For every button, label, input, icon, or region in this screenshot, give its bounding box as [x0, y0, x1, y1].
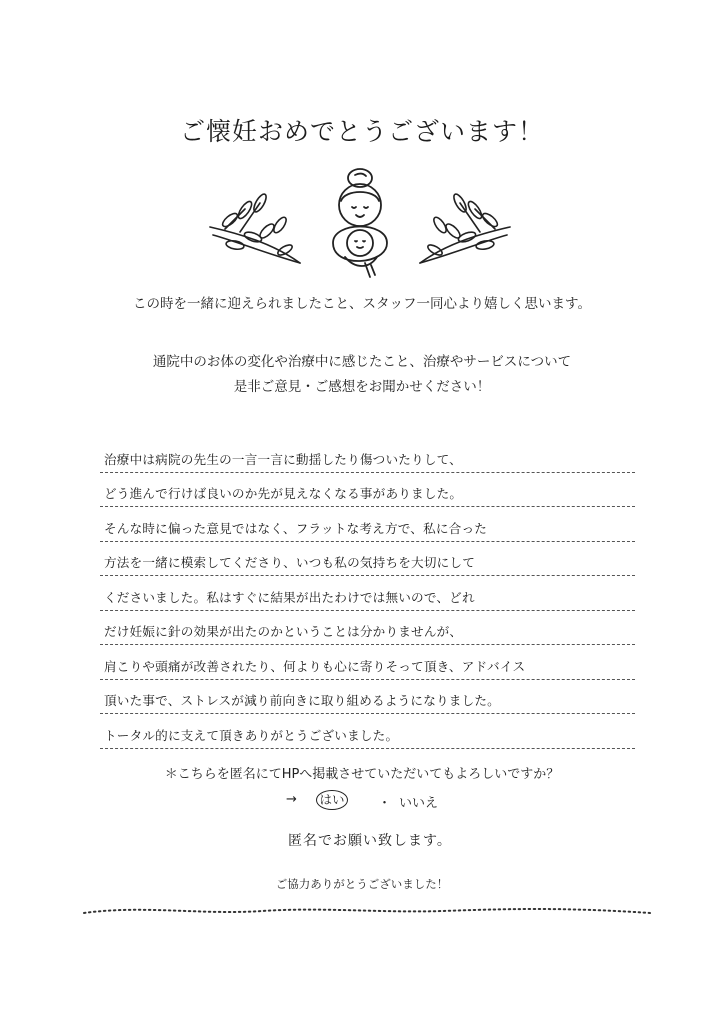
laurel-branch-right-icon	[420, 192, 510, 263]
mother-and-baby-icon	[333, 169, 387, 277]
comment-text: そんな時に偏った意見ではなく、フラットな考え方で、私に合った	[104, 520, 488, 536]
comment-line	[100, 576, 635, 611]
handwritten-note: 匿名でお願い致します。	[288, 833, 452, 849]
option-no[interactable]: いいえ	[399, 796, 439, 811]
comment-text: どう進んで行けば良いのか先が見えなくなる事がありました。	[104, 486, 463, 501]
comment-line	[100, 542, 635, 577]
invite-line: 是非ご意見・ご感想をお聞かせください！	[233, 379, 491, 395]
invite-line: 通院中のお体の変化や治療中に感じたこと、治療やサービスについて	[152, 354, 572, 370]
comment-line	[100, 714, 635, 749]
comment-line	[100, 438, 635, 473]
consent-options	[0, 790, 724, 814]
comment-text: だけ妊娠に針の効果が出たのかということは分かりませんが、	[104, 624, 463, 639]
comment-text: 治療中は病院の先生の一言一言に動揺したり傷ついたりして、	[104, 451, 462, 467]
comment-line	[100, 507, 635, 542]
comment-text: 肩こりや頭痛が改善されたり、何よりも心に寄りそって頂き、アドバイス	[104, 658, 526, 674]
laurel-branch-left-icon	[210, 192, 300, 263]
option-separator: ・	[378, 796, 392, 811]
comment-text: くださいました。私はすぐに結果が出たわけでは無いので、どれ	[104, 589, 475, 605]
wavy-divider	[82, 903, 652, 919]
comment-line	[100, 611, 635, 646]
comment-text: 方法を一緒に模索してくださり、いつも私の気持ちを大切にして	[104, 555, 476, 570]
intro-text: この時を一緒に迎えられましたこと、スタッフ一同心より嬉しく思います。	[133, 296, 591, 312]
comment-line	[100, 473, 635, 508]
comment-line	[100, 645, 635, 680]
option-yes-circled[interactable]: はい	[316, 790, 348, 810]
invite-text	[0, 350, 724, 400]
thanks-text: ご協力ありがとうございました！	[275, 877, 449, 891]
mother-baby-illustration	[205, 165, 515, 285]
arrow-right-icon: →	[286, 792, 297, 807]
comment-text: トータル的に支えて頂きありがとうございました。	[104, 727, 399, 743]
comment-text: 頂いた事で、ストレスが減り前向きに取り組めるようになりました。	[104, 693, 500, 708]
comment-area	[100, 438, 635, 749]
publish-consent-question: ＊こちらを匿名にてHPへ掲載させていただいてもよろしいですか？	[164, 767, 560, 782]
page-title: ご懐妊おめでとうございます！	[179, 117, 544, 146]
comment-line	[100, 680, 635, 715]
